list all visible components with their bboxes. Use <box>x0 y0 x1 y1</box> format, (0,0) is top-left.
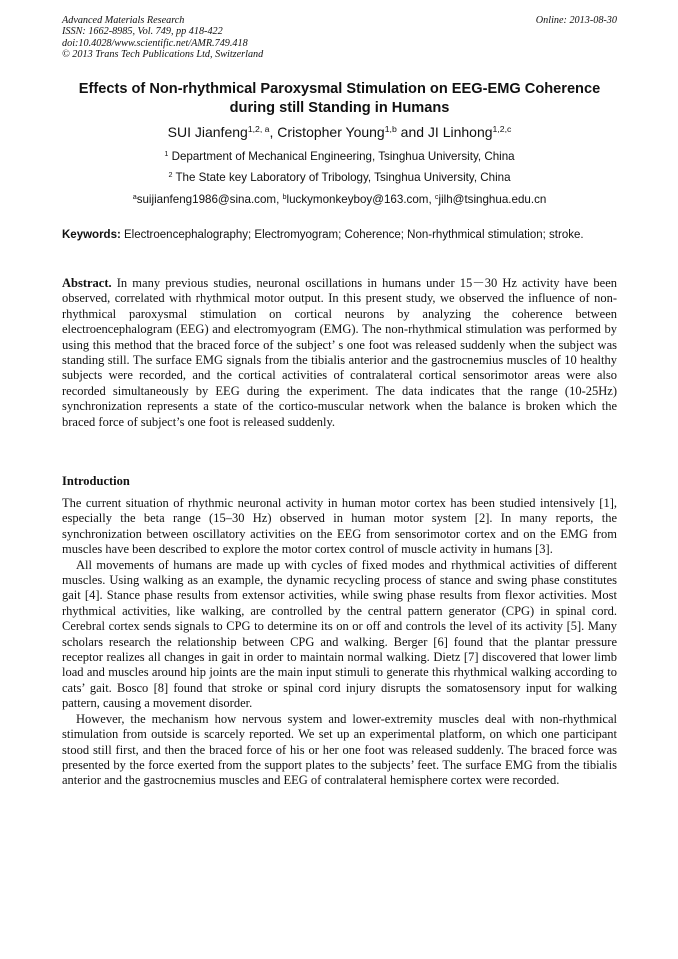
journal-header <box>62 15 617 61</box>
paper-title: Effects of Non-rhythmical Paroxysmal Stimulation on EEG-EMG Coherence during still Standing in Humans <box>78 81 601 116</box>
affiliation-mark: 1 <box>164 149 169 159</box>
keywords-label: Keywords: <box>62 229 121 241</box>
body-paragraph: All movements of humans are made up with cycles of fixed modes and rhythmical activities of different muscles. Using walking as an example, the dynamic recycling process of stance and swing phase constitutes gait [4]. Stance phase results from extensor activities, while swing phase results from flexor activities. Most rhythmical activities, like walking, are controlled by the central pattern generator (CPG) in spinal cord. Cerebral cortex sends signals to CPG to determine its on or off and controls the level of its activity [5]. Many scholars research the relationship between CPG and walking. Berger [6] found that the plantar pressure receptor realizes all changes in gait in order to maintain normal walking. Dietz [7] discovered that lower limb load and muscles around hip joints are the main input stimuli to generate this rhythmical walking according to cats’ gait. Bosco [8] found that stroke or spinal cord injury disrupts the somatosensory input for walking pattern, causing a movement disorder. <box>62 557 617 711</box>
author-name: Cristopher Young <box>277 124 385 140</box>
keywords-text: Electroencephalography; Electromyogram; Coherence; Non-rhythmical stimulation; stroke. <box>120 229 584 241</box>
author-affiliation-mark: 1,2,c <box>492 124 512 135</box>
abstract-text: In many previous studies, neuronal oscillations in humans under 15－30 Hz activity have been observed, correlated with rhythmical motor output. In this present study, we observed the influence of non-rhythmical paroxysmal stimulation on cortical neurons by analyzing the coherence between electroencephalogram (EEG) and electromyogram (EMG). The non-rhythmical stimulation was performed by using this method that the braced force of the subject’ s one foot was released suddenly when the subject was standing still. The surface EMG signals from the tibialis anterior and the gastrocnemius muscles of 10 healthy subjects were recorded, and the cortical activities of contralateral cortical sensorimotor areas were also recorded simultaneously by EEG during the experiment. The data indicates that the range (10-25Hz) synchronization represents a state of the cortico-muscular network when the balance is broken which the braced force of subject’s one foot is released suddenly. <box>62 276 617 429</box>
body-paragraph: However, the mechanism how nervous system and lower-extremity muscles deal with non-rhythmical stimulation from outside is scarcely reported. We set up an experimental platform, on which one participant stood still first, and then the braced force of his or her one foot was released suddenly. The braced force was presented by the force exerted from the support plates to the subjects’ feet. The surface EMG from the tibialis anterior and the gastrocnemius muscles and EEG of contralateral hemisphere cortex were recorded. <box>62 711 617 788</box>
introduction-body <box>62 496 617 789</box>
affiliation-text: Department of Mechanical Engineering, Tsinghua University, China <box>171 150 515 163</box>
keywords-section <box>62 228 617 242</box>
doi-line: doi:10.4028/www.scientific.net/AMR.749.418 <box>62 37 248 49</box>
affiliation-text: The State key Laboratory of Tribology, Tsinghua University, China <box>175 171 511 184</box>
email-text: jilh@tsinghua.edu.cn <box>438 193 547 206</box>
abstract-section <box>62 276 617 430</box>
introduction-heading: Introduction <box>62 474 130 488</box>
author-affiliation-mark: 1,2, a <box>247 124 270 135</box>
author-affiliation-mark: 1,b <box>384 124 397 135</box>
author-emails <box>62 193 617 207</box>
email-mark: a <box>132 192 137 202</box>
email-text: suijianfeng1986@sina.com, <box>136 193 283 206</box>
abstract-label: Abstract. <box>62 276 112 290</box>
affiliation-mark: 2 <box>168 170 173 180</box>
author-list <box>62 123 617 141</box>
online-date: Online: 2013-08-30 <box>535 15 617 26</box>
affiliation-2 <box>62 171 617 185</box>
email-text: luckymonkeyboy@163.com, <box>286 193 435 206</box>
copyright-line: © 2013 Trans Tech Publications Ltd, Switzerland <box>62 49 264 61</box>
author-name: SUI Jianfeng <box>167 124 248 140</box>
affiliation-1 <box>62 150 617 164</box>
author-name: JI Linhong <box>427 124 493 140</box>
email-mark: b <box>282 192 287 202</box>
email-mark: c <box>434 192 439 202</box>
issn-line: ISSN: 1662-8985, Vol. 749, pp 418-422 <box>62 26 223 38</box>
body-paragraph: The current situation of rhythmic neuronal activity in human motor cortex has been studied intensively [1], especially the beta range (15–30 Hz) observed in human motor system [2]. In many reports, the synchronization between oscillatory activities on the EEG from sensorimotor cortex and on the EMG from muscles have been described to explore the motor cortex control of muscle activity in humans [3]. <box>62 496 617 557</box>
author-separator: and <box>396 124 428 140</box>
author-separator: , <box>269 124 278 140</box>
journal-name: Advanced Materials Research <box>62 15 185 26</box>
